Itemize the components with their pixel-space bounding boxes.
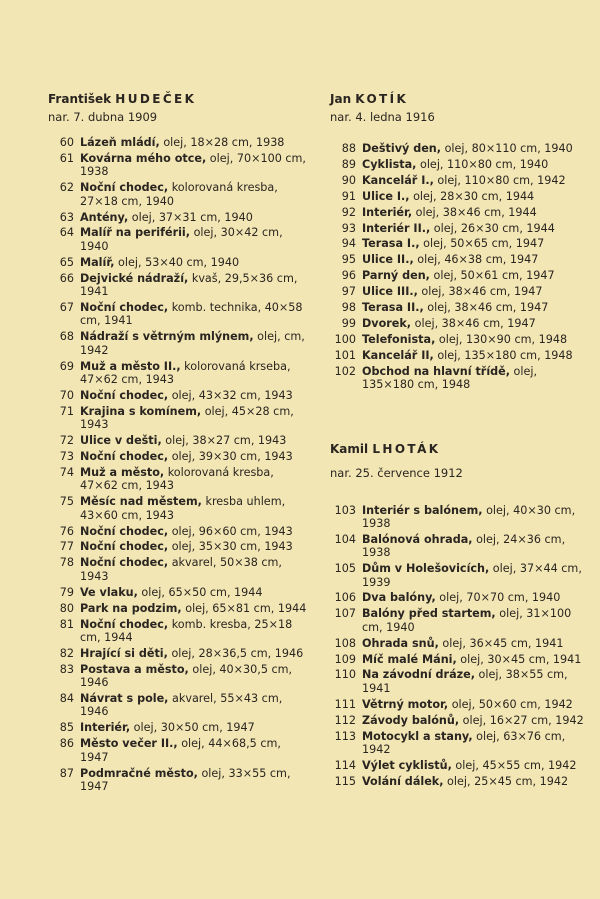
entry-title: Noční chodec, [80,524,169,538]
entry-title: Ulice v dešti, [80,434,162,448]
entry-title: Lázeň mládí, [80,136,160,149]
entry-details: olej, 43×32 cm, 1943 [168,388,293,402]
entry-title: Míč malé Máni, [362,652,457,666]
entry-title: Návrat s pole, [80,692,169,706]
catalog-entry [48,272,310,299]
entry-description [362,285,592,298]
catalog-entry [48,721,310,734]
entry-description [80,525,310,538]
entry-number: 76 [59,524,74,538]
entry-title: Noční chodec, [80,388,169,402]
entry-details: olej, 39×30 cm, 1943 [168,450,293,464]
entry-title: Noční chodec, [80,181,169,195]
entry-title: Noční chodec, [80,300,169,314]
entry-description [362,759,592,772]
entry-number: 60 [59,136,74,149]
entry-title: Noční chodec, [80,450,169,464]
entry-details: olej, 38×55 cm, 1941 [362,668,568,695]
entry-description [362,668,592,695]
entry-description [80,450,310,463]
entry-description [362,190,592,203]
entry-number: 71 [59,404,74,418]
entry-details: olej, 35×30 cm, 1943 [168,540,293,554]
entry-title: Telefonista, [362,332,436,346]
entry-title: Nádraží s větrným mlýnem, [80,330,254,344]
entry-details: akvarel, 55×43 cm, 1946 [80,692,283,719]
entry-number: 98 [341,301,356,315]
entry-details: kvaš, 29,5×36 cm, 1941 [80,271,298,299]
entry-title: Větrný motor, [362,697,449,711]
catalog-entry [48,434,310,447]
entry-title: Antény, [80,210,129,224]
entry-description [80,226,310,253]
entry-details: olej, 110×80 cm, 1942 [433,173,566,187]
entry-number: 95 [341,253,356,267]
entry-description [362,775,592,788]
entry-details: olej, 36×45 cm, 1941 [438,636,564,650]
entry-title: Ulice I., [362,189,410,203]
entry-details: komb. kresba, 25×18 cm, 1944 [80,617,293,644]
entry-description [80,663,310,690]
catalog-entry [48,556,310,583]
artist-last-name: HUDEČEK [115,92,197,106]
entry-details: olej, 28×36,5 cm, 1946 [167,646,304,660]
catalog-entry [330,653,592,666]
entry-title: Podmračné město, [80,766,198,780]
entry-description [362,333,592,346]
entry-details: olej, 96×60 cm, 1943 [168,524,293,538]
entry-title: Malíř, [80,255,115,269]
entry-title: Cyklista, [362,157,417,171]
entry-description [80,721,310,734]
entry-number: 79 [59,585,74,599]
catalog-entry [330,142,592,155]
entry-number: 73 [59,450,74,464]
entry-description [80,586,310,599]
entry-description [80,618,310,645]
entry-number: 65 [59,255,74,269]
entry-title: Park na podzim, [80,601,182,615]
entry-number: 111 [334,697,356,711]
catalog-entry [330,365,592,392]
entry-title: Motocykl a stany, [362,729,473,743]
entry-number: 101 [334,348,356,362]
entry-description [80,152,310,179]
entry-title: Noční chodec, [80,617,169,631]
entry-description [80,181,310,208]
entry-details: kolorovaná kresba, 47×62 cm, 1943 [80,465,274,493]
entry-title: Postava a město, [80,662,189,676]
entry-description [80,301,310,328]
catalog-entry [330,759,592,772]
entry-number: 69 [59,359,74,373]
catalog-entry [330,253,592,266]
entry-number: 66 [59,271,74,285]
artist-last-name: KOTÍK [355,92,409,106]
entry-number: 100 [334,332,356,346]
entry-details: olej, 50×65 cm, 1947 [419,237,545,251]
entry-number: 88 [341,142,356,155]
entry-number: 84 [59,692,74,706]
entry-number: 93 [341,221,356,235]
entry-details: olej, 130×90 cm, 1948 [435,332,568,346]
entry-number: 103 [334,503,356,517]
entry-title: Noční chodec, [80,540,169,554]
entry-description [362,269,592,282]
entry-number: 81 [59,617,74,631]
entry-title: Obchod na hlavní třídě, [362,364,510,378]
entry-number: 91 [341,189,356,203]
entry-description [80,767,310,794]
catalog-entry [330,317,592,330]
entry-description [80,256,310,269]
catalog-entry [48,602,310,615]
entry-description [362,504,592,531]
entry-details: olej, 135×180 cm, 1948 [433,348,573,362]
catalog-entry [330,190,592,203]
entry-title: Hrající si děti, [80,646,168,660]
catalog-entry [48,540,310,553]
entry-description [80,737,310,764]
entry-description [362,237,592,250]
entry-details: olej, 18×28 cm, 1938 [159,136,285,149]
entry-details: olej, 30×42 cm, 1940 [80,226,283,253]
entry-number: 94 [341,237,356,251]
catalog-entry [48,256,310,269]
entry-details: olej, 65×81 cm, 1944 [181,601,307,615]
entry-description [362,349,592,362]
artist-heading-lhotak [330,440,592,458]
entry-description [80,692,310,719]
artist-heading-kotik [330,90,592,108]
entry-description [362,714,592,727]
entry-details: olej, 38×46 cm, 1944 [412,205,537,219]
catalog-entry [330,714,592,727]
entry-title: Muž a město II., [80,359,181,373]
entry-number: 70 [59,388,74,402]
entry-title: Malíř na periférii, [80,226,191,240]
catalog-entry [48,525,310,538]
entry-description [362,607,592,634]
entry-title: Ohrada snů, [362,636,439,650]
entry-details: olej, 25×45 cm, 1942 [443,774,569,788]
entry-description [80,495,310,522]
entry-details: olej, 50×60 cm, 1942 [448,697,573,711]
entry-number: 86 [59,737,74,751]
entry-number: 61 [59,151,74,165]
entry-number: 96 [341,269,356,283]
entry-details: olej, 135×180 cm, 1948 [362,364,538,392]
artist-first-name: Jan [330,92,352,106]
entry-details: komb. technika, 40×58 cm, 1941 [80,300,303,328]
entry-description [80,360,310,387]
catalog-entry [330,591,592,604]
catalog-entry [48,181,310,208]
entry-number: 102 [334,364,356,378]
entry-number: 85 [59,721,74,735]
catalog-entry [330,730,592,757]
entry-number: 67 [59,300,74,314]
artist-first-name: František [48,92,112,106]
entry-details: olej, 44×68,5 cm, 1947 [80,737,281,764]
catalog-entry [330,301,592,314]
entry-details: olej, 80×110 cm, 1940 [441,142,573,155]
entry-details: kolorovaná kresba, 27×18 cm, 1940 [80,181,278,208]
entry-number: 113 [334,729,356,743]
entry-number: 112 [334,713,356,727]
artist-birth-date: nar. 7. dubna 1909 [48,110,158,124]
entry-title: Ulice II., [362,253,414,267]
entry-number: 97 [341,285,356,299]
entry-details: olej, 40×30 cm, 1938 [362,503,576,530]
artist-heading-hudecek [48,90,310,108]
entry-number: 114 [334,758,356,772]
entry-title: Kancelář I., [362,173,434,187]
entry-details: olej, 24×36 cm, 1938 [362,532,566,560]
catalog-entry [48,226,310,253]
artist-first-name: Kamil [330,441,369,456]
entry-details: olej, 30×45 cm, 1941 [456,652,582,666]
catalog-entry [330,775,592,788]
entry-number: 74 [59,465,74,479]
left-column [48,90,310,796]
entry-description [362,222,592,235]
catalog-entry [48,737,310,764]
catalog-entry [48,663,310,690]
entry-details: olej, 38×46 cm, 1947 [417,285,543,299]
entry-details: olej, 46×38 cm, 1947 [413,253,539,267]
catalog-entry [330,269,592,282]
entry-details: olej, 16×27 cm, 1942 [459,713,584,727]
catalog-entry [330,504,592,531]
entry-details: olej, 50×61 cm, 1947 [429,269,555,283]
catalog-entry [330,174,592,187]
entry-number: 108 [334,636,356,650]
entry-description [362,637,592,650]
entry-details: olej, 26×30 cm, 1944 [430,221,555,235]
entry-number: 64 [59,226,74,240]
entry-title: Muž a město, [80,465,165,479]
entry-description [80,434,310,447]
artist-last-name: LHOTÁK [372,441,441,456]
entry-details: akvarel, 50×38 cm, 1943 [80,556,282,583]
catalog-entry [48,152,310,179]
entry-details: olej, cm, 1942 [80,330,305,357]
catalog-entry [330,607,592,634]
entry-description [362,365,592,392]
entry-details: olej, 53×40 cm, 1940 [114,255,240,269]
catalog-entry [330,668,592,695]
artwork-list-kotik [330,142,592,392]
entry-details: olej, 38×27 cm, 1943 [161,434,287,448]
catalog-entry [48,301,310,328]
entry-details: olej, 45×55 cm, 1942 [451,758,577,772]
catalog-entry [48,136,310,149]
entry-title: Dejvické nádraží, [80,271,189,285]
entry-details: olej, 45×28 cm, 1943 [80,404,294,432]
entry-description [80,330,310,357]
entry-number: 75 [59,495,74,509]
entry-description [80,466,310,493]
entry-description [80,602,310,615]
entry-number: 92 [341,205,356,219]
entry-title: Parný den, [362,269,430,283]
entry-description [362,533,592,560]
catalog-entry [48,647,310,660]
entry-details: olej, 38×46 cm, 1947 [411,316,536,330]
entry-description [80,405,310,432]
right-column [330,90,592,791]
entry-description [362,562,592,589]
catalog-entry [330,222,592,235]
entry-title: Kovárna mého otce, [80,151,207,165]
entry-title: Dva balóny, [362,591,436,605]
entry-number: 83 [59,662,74,676]
catalog-entry [48,586,310,599]
entry-number: 68 [59,330,74,344]
catalog-entry [48,466,310,493]
catalog-entry [330,562,592,589]
entry-details: olej, 31×100 cm, 1940 [362,607,572,634]
entry-details: olej, 40×30,5 cm, 1946 [80,662,293,690]
catalog-entry [330,206,592,219]
entry-number: 115 [334,774,356,788]
entry-details: olej, 65×50 cm, 1944 [137,585,263,599]
entry-title: Interiér, [80,721,131,735]
artist-birth-date: nar. 25. července 1912 [330,465,463,480]
catalog-entry [330,158,592,171]
entry-title: Výlet cyklistů, [362,758,452,772]
catalog-entry [48,450,310,463]
entry-number: 63 [59,210,74,224]
entry-description [362,142,592,155]
entry-description [362,653,592,666]
artwork-list-lhotak [330,504,592,789]
entry-description [362,253,592,266]
entry-number: 78 [59,556,74,570]
catalog-entry [48,405,310,432]
entry-number: 110 [334,668,356,682]
entry-description [362,317,592,330]
entry-title: Krajina s komínem, [80,404,202,418]
entry-description [362,206,592,219]
entry-description [80,136,310,149]
entry-details: olej, 30×50 cm, 1947 [130,721,255,735]
catalog-entry [48,330,310,357]
entry-number: 87 [59,766,74,780]
artist-birth-date: nar. 4. ledna 1916 [330,110,435,124]
catalog-entry [330,333,592,346]
catalog-entry [330,349,592,362]
entry-details: olej, 37×31 cm, 1940 [128,210,253,224]
entry-number: 90 [341,173,356,187]
entry-title: Volání dálek, [362,774,444,788]
entry-number: 99 [341,316,356,330]
catalog-entry [330,637,592,650]
entry-number: 109 [334,652,356,666]
entry-title: Dvorek, [362,316,412,330]
catalog-entry [330,533,592,560]
entry-details: kolorovaná krseba, 47×62 cm, 1943 [80,359,291,386]
catalog-entry [48,692,310,719]
entry-title: Terasa II., [362,301,424,315]
entry-description [80,540,310,553]
entry-description [80,272,310,299]
entry-title: Interiér, [362,205,413,219]
catalog-entry [330,285,592,298]
entry-description [362,174,592,187]
entry-details: olej, 37×44 cm, 1939 [362,562,582,589]
catalog-entry [330,237,592,250]
catalog-entry [330,698,592,711]
entry-title: Interiér s balónem, [362,503,483,517]
entry-title: Interiér II., [362,221,431,235]
entry-number: 106 [334,591,356,605]
entry-description [80,647,310,660]
entry-title: Kancelář II, [362,348,434,362]
entry-details: olej, 70×100 cm, 1938 [80,151,306,179]
entry-title: Balónová ohrada, [362,532,473,546]
entry-title: Měsíc nad městem, [80,495,202,509]
entry-details: olej, 28×30 cm, 1944 [409,189,535,203]
entry-title: Terasa I., [362,237,420,251]
entry-number: 105 [334,562,356,576]
entry-description [362,591,592,604]
entry-details: olej, 33×55 cm, 1947 [80,766,291,793]
entry-description [80,389,310,402]
entry-title: Ulice III., [362,285,418,299]
entry-number: 104 [334,532,356,546]
entry-number: 62 [59,181,74,195]
entry-description [362,730,592,757]
catalog-entry [48,389,310,402]
artwork-list-hudecek [48,136,310,793]
entry-number: 82 [59,646,74,660]
entry-number: 80 [59,601,74,615]
entry-title: Ve vlaku, [80,585,138,599]
entry-title: Na závodní dráze, [362,668,475,682]
entry-details: olej, 38×46 cm, 1947 [423,301,549,315]
entry-title: Město večer II., [80,737,178,751]
entry-details: olej, 70×70 cm, 1940 [435,591,561,605]
catalog-entry [48,495,310,522]
entry-details: kresba uhlem, 43×60 cm, 1943 [80,495,286,522]
entry-title: Závody balónů, [362,713,460,727]
entry-description [362,698,592,711]
entry-title: Noční chodec, [80,556,169,570]
entry-number: 72 [59,434,74,448]
section-lhotak [330,440,592,789]
entry-description [80,211,310,224]
entry-title: Balóny před startem, [362,607,496,621]
entry-description [362,301,592,314]
entry-number: 77 [59,540,74,554]
entry-details: olej, 63×76 cm, 1942 [362,729,566,756]
entry-description [362,158,592,171]
catalog-entry [48,211,310,224]
entry-title: Dům v Holešovicích, [362,562,490,576]
entry-details: olej, 110×80 cm, 1940 [416,157,549,171]
catalog-entry [48,618,310,645]
catalog-entry [48,767,310,794]
entry-number: 107 [334,607,356,621]
entry-number: 89 [341,157,356,171]
catalog-entry [48,360,310,387]
entry-title: Deštivý den, [362,142,442,155]
entry-description [80,556,310,583]
